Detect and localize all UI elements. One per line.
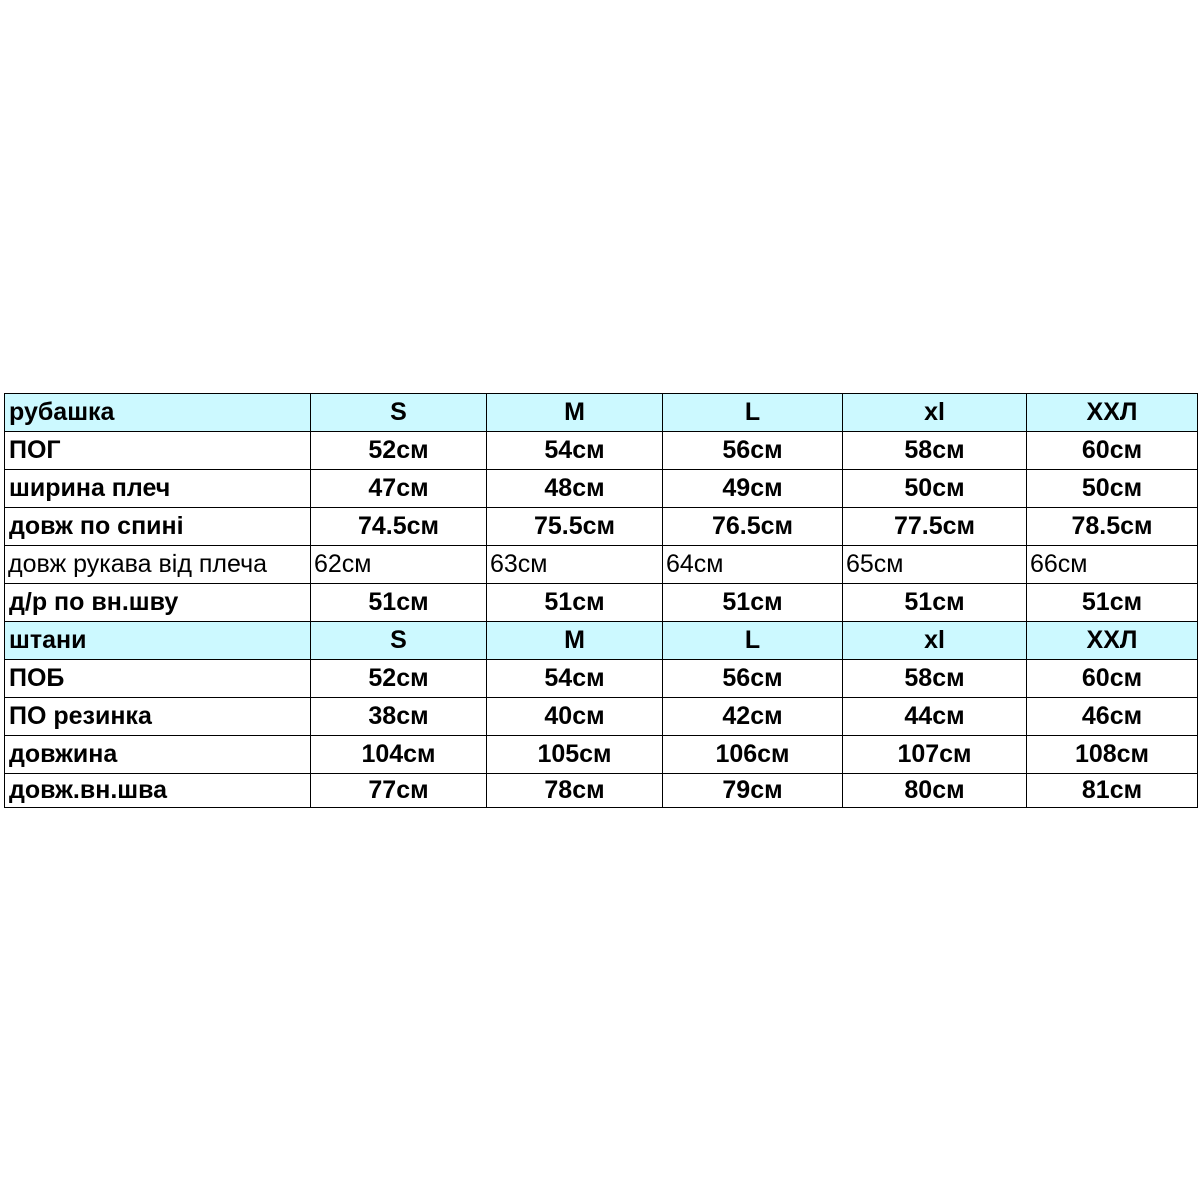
table-cell: 63см bbox=[487, 546, 663, 584]
size-header-s: S bbox=[311, 394, 487, 432]
size-header-m: M bbox=[487, 394, 663, 432]
table-cell: 66см bbox=[1027, 546, 1198, 584]
table-cell: 49см bbox=[663, 470, 843, 508]
shirt-title: рубашка bbox=[5, 394, 311, 432]
table-cell: 40см bbox=[487, 698, 663, 736]
table-cell: 48см bbox=[487, 470, 663, 508]
table-cell: 107см bbox=[843, 736, 1027, 774]
table-cell: 56см bbox=[663, 660, 843, 698]
size-header-xxl: ХХЛ bbox=[1027, 622, 1198, 660]
row-label: ПОБ bbox=[5, 660, 311, 698]
table-cell: 60см bbox=[1027, 660, 1198, 698]
table-cell: 42см bbox=[663, 698, 843, 736]
size-header-xxl: ХХЛ bbox=[1027, 394, 1198, 432]
table-cell: 106см bbox=[663, 736, 843, 774]
table-cell: 58см bbox=[843, 432, 1027, 470]
row-label: довж по спині bbox=[5, 508, 311, 546]
shirt-header-row bbox=[5, 394, 1198, 432]
pants-title: штани bbox=[5, 622, 311, 660]
table-cell: 78.5см bbox=[1027, 508, 1198, 546]
pants-header-row bbox=[5, 622, 1198, 660]
table-cell: 50см bbox=[843, 470, 1027, 508]
table-cell: 76.5см bbox=[663, 508, 843, 546]
size-chart-table bbox=[4, 393, 1198, 808]
table-row bbox=[5, 432, 1198, 470]
table-cell: 44см bbox=[843, 698, 1027, 736]
table-cell: 81см bbox=[1027, 774, 1198, 808]
row-label: д/р по вн.шву bbox=[5, 584, 311, 622]
table-cell: 52см bbox=[311, 660, 487, 698]
table-cell: 104см bbox=[311, 736, 487, 774]
row-label: ПОГ bbox=[5, 432, 311, 470]
table-cell: 79см bbox=[663, 774, 843, 808]
table-row bbox=[5, 508, 1198, 546]
table-row bbox=[5, 736, 1198, 774]
table-cell: 54см bbox=[487, 432, 663, 470]
table-cell: 74.5см bbox=[311, 508, 487, 546]
size-header-l: L bbox=[663, 394, 843, 432]
table-cell: 54см bbox=[487, 660, 663, 698]
table-cell: 62см bbox=[311, 546, 487, 584]
size-header-xl: xl bbox=[843, 622, 1027, 660]
table-cell: 51см bbox=[843, 584, 1027, 622]
table-row bbox=[5, 470, 1198, 508]
table-cell: 50см bbox=[1027, 470, 1198, 508]
table-cell: 47см bbox=[311, 470, 487, 508]
row-label: ПО резинка bbox=[5, 698, 311, 736]
table-cell: 46см bbox=[1027, 698, 1198, 736]
table-cell: 52см bbox=[311, 432, 487, 470]
table-cell: 51см bbox=[663, 584, 843, 622]
row-label: довж.вн.шва bbox=[5, 774, 311, 808]
table-cell: 60см bbox=[1027, 432, 1198, 470]
table-row bbox=[5, 660, 1198, 698]
size-header-m: M bbox=[487, 622, 663, 660]
table-cell: 51см bbox=[311, 584, 487, 622]
table-cell: 80см bbox=[843, 774, 1027, 808]
table-cell: 77.5см bbox=[843, 508, 1027, 546]
table-cell: 38см bbox=[311, 698, 487, 736]
table-row bbox=[5, 698, 1198, 736]
size-header-l: L bbox=[663, 622, 843, 660]
table-cell: 78см bbox=[487, 774, 663, 808]
table-cell: 51см bbox=[487, 584, 663, 622]
table-cell: 77см bbox=[311, 774, 487, 808]
table-row bbox=[5, 774, 1198, 808]
table-cell: 105см bbox=[487, 736, 663, 774]
table-cell: 75.5см bbox=[487, 508, 663, 546]
table-cell: 64см bbox=[663, 546, 843, 584]
row-label: довжина bbox=[5, 736, 311, 774]
table-cell: 56см bbox=[663, 432, 843, 470]
row-label: довж рукава від плеча bbox=[5, 546, 311, 584]
size-header-s: S bbox=[311, 622, 487, 660]
table-cell: 58см bbox=[843, 660, 1027, 698]
table-row bbox=[5, 546, 1198, 584]
table-cell: 51см bbox=[1027, 584, 1198, 622]
size-header-xl: xl bbox=[843, 394, 1027, 432]
table-row bbox=[5, 584, 1198, 622]
table-cell: 108см bbox=[1027, 736, 1198, 774]
table-cell: 65см bbox=[843, 546, 1027, 584]
row-label: ширина плеч bbox=[5, 470, 311, 508]
